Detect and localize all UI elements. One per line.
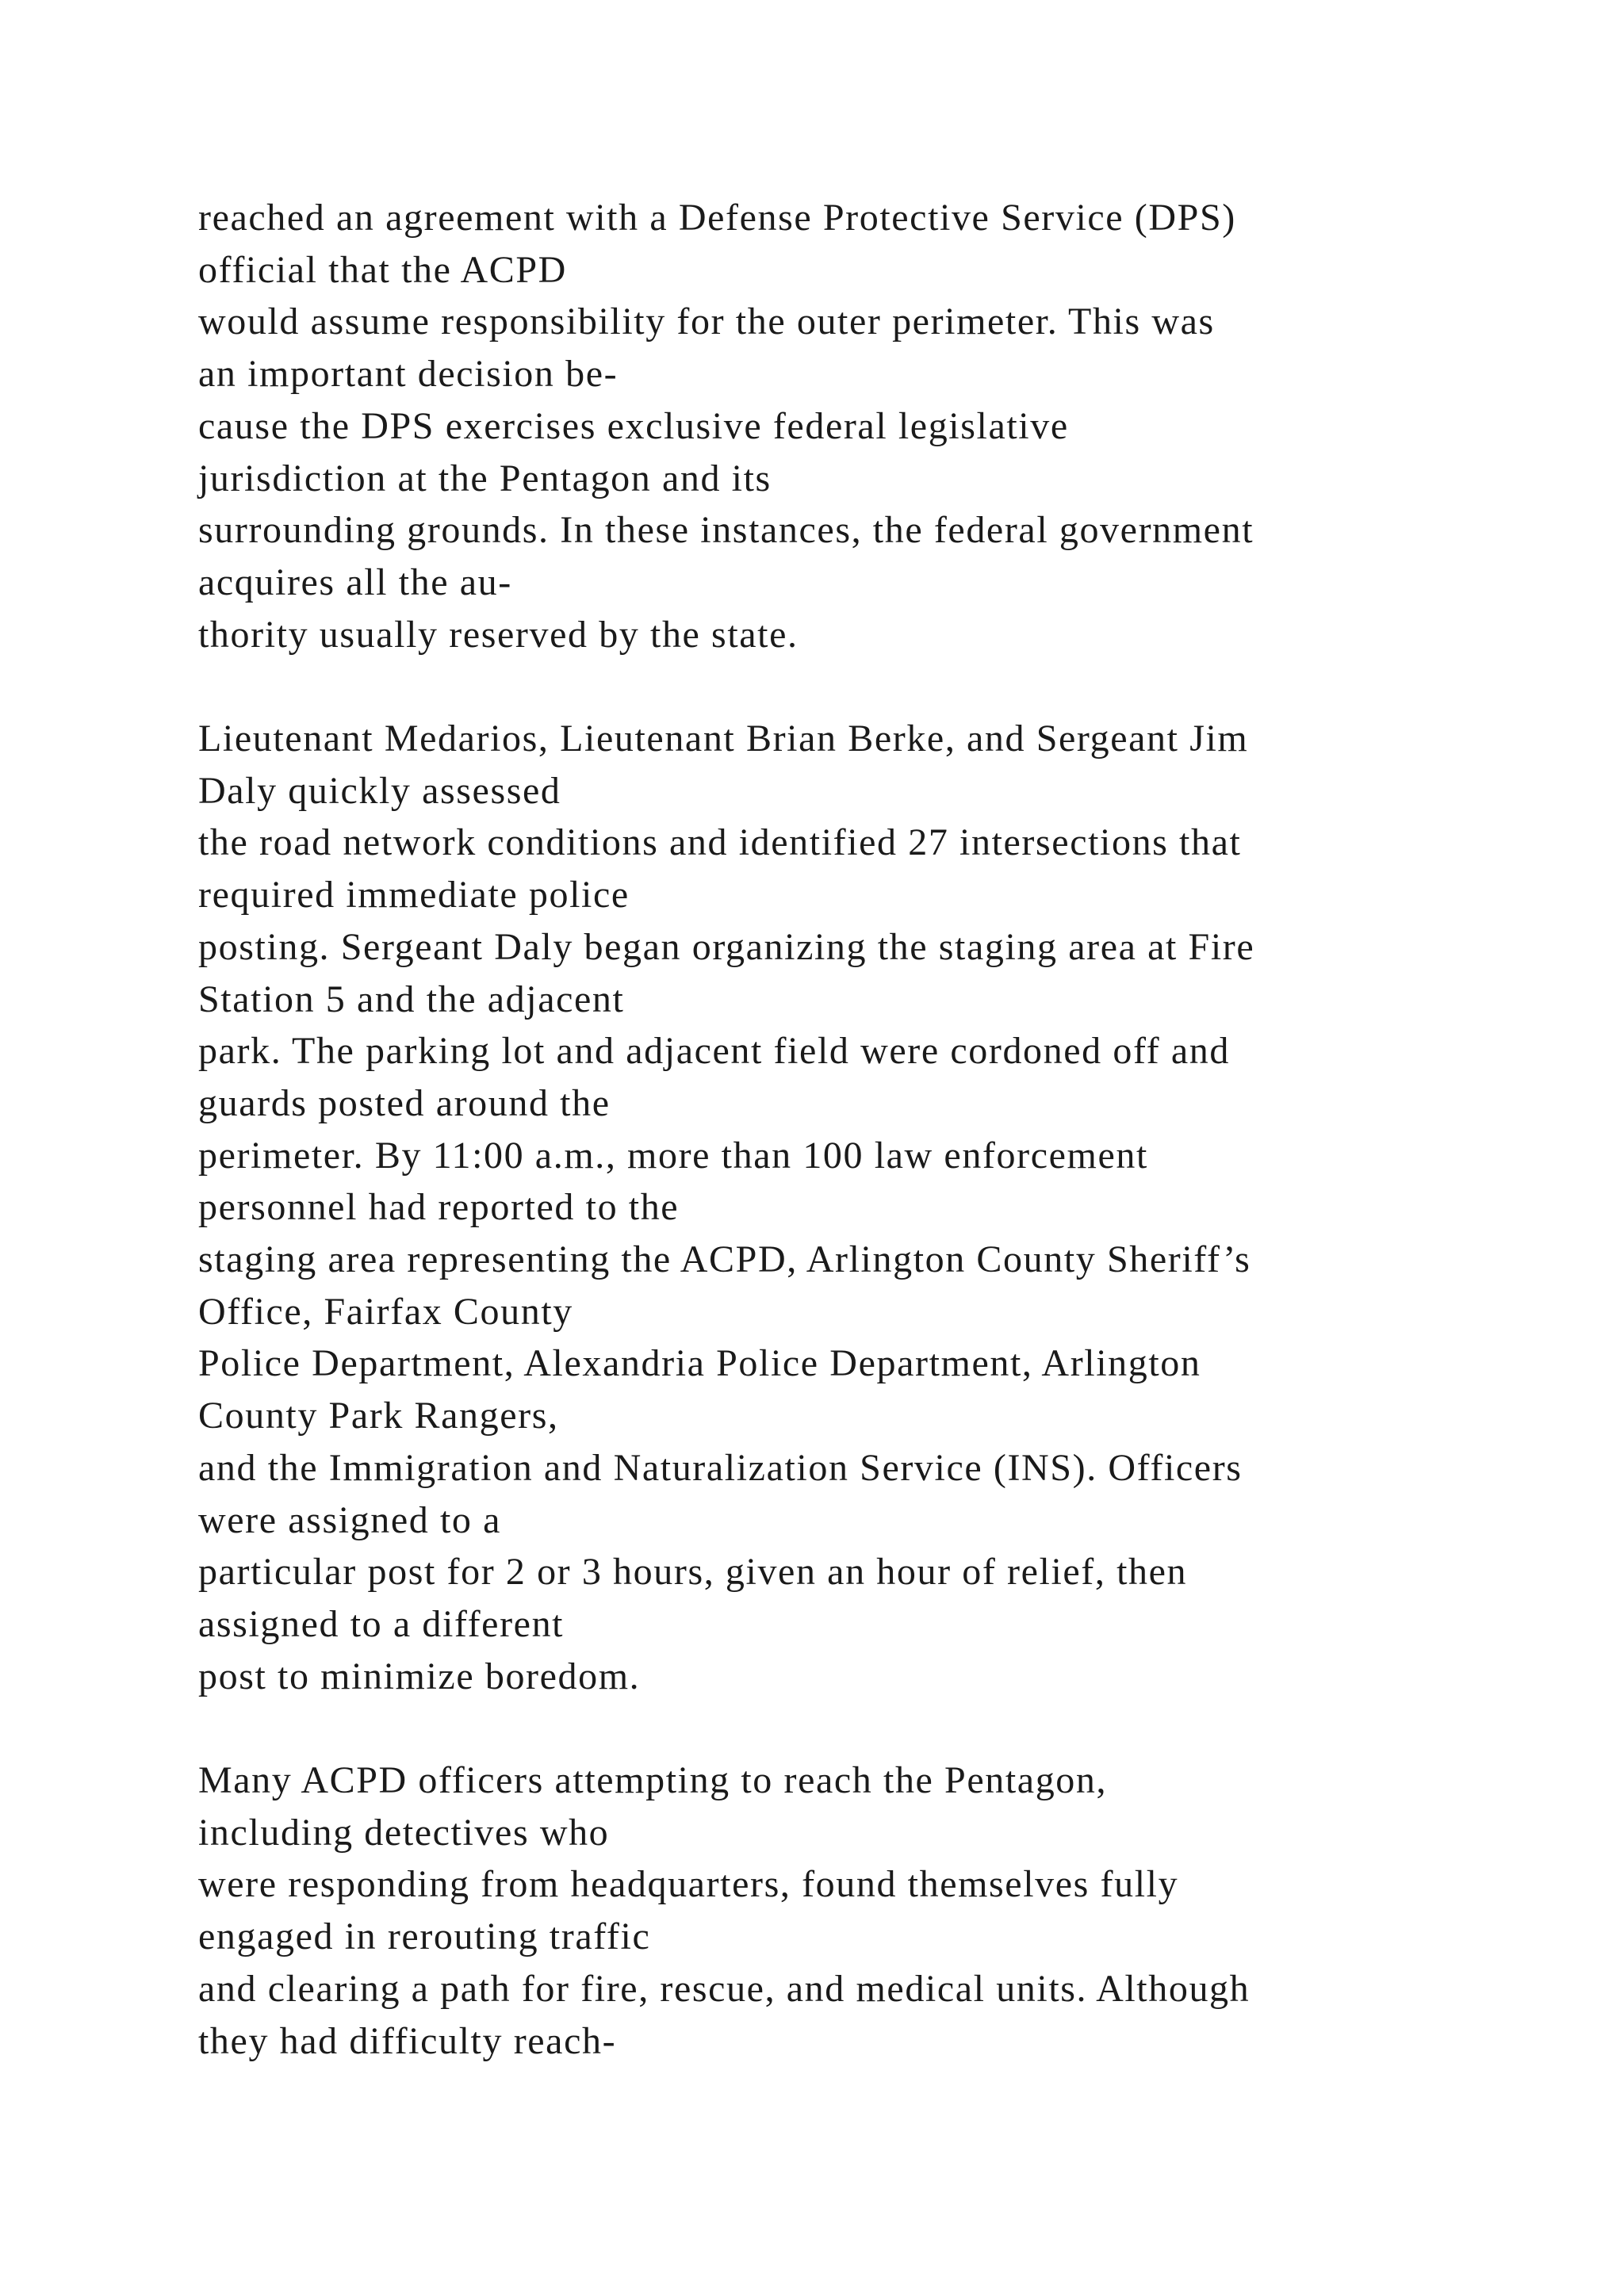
text-line: jurisdiction at the Pentagon and its (198, 457, 772, 499)
paragraph-3 (198, 1755, 1546, 2067)
text-line: posting. Sergeant Daly began organizing the staging area at Fire (198, 925, 1255, 968)
text-line: the road network conditions and identified 27 intersections that (198, 821, 1242, 864)
text-line: personnel had reported to the (198, 1186, 680, 1229)
text-line: including detectives who (198, 1811, 610, 1854)
text-line: they had difficulty reach- (198, 2019, 617, 2062)
text-line: an important decision be- (198, 353, 619, 396)
text-line: perimeter. By 11:00 a.m., more than 100 law enforcement (198, 1134, 1148, 1177)
text-line: were responding from headquarters, found themselves fully (198, 1863, 1179, 1906)
text-line: staging area representing the ACPD, Arlington County Sheriff’s (198, 1238, 1251, 1281)
text-line: were assigned to a (198, 1498, 502, 1541)
text-line: required immediate police (198, 874, 630, 916)
text-line: engaged in rerouting traffic (198, 1915, 651, 1958)
text-line: Office, Fairfax County (198, 1290, 573, 1333)
paragraph-2 (198, 713, 1546, 1702)
text-line: and clearing a path for fire, rescue, and medical units. Although (198, 1967, 1251, 2010)
text-line: Many ACPD officers attempting to reach the Pentagon, (198, 1759, 1108, 1802)
document-body (198, 192, 1546, 2119)
text-line: surrounding grounds. In these instances, the federal government (198, 509, 1254, 552)
text-line: park. The parking lot and adjacent field were cordoned off and (198, 1030, 1230, 1073)
text-line: Station 5 and the adjacent (198, 978, 625, 1020)
text-line: official that the ACPD (198, 248, 567, 291)
text-line: particular post for 2 or 3 hours, given an hour of relief, then (198, 1551, 1188, 1594)
text-line: Lieutenant Medarios, Lieutenant Brian Berke, and Sergeant Jim (198, 718, 1249, 760)
text-line: guards posted around the (198, 1081, 611, 1124)
text-line: post to minimize boredom. (198, 1655, 641, 1697)
text-line: County Park Rangers, (198, 1395, 559, 1437)
text-line: Police Department, Alexandria Police Department, Arlington (198, 1342, 1201, 1385)
text-line: assigned to a different (198, 1602, 565, 1645)
text-line: reached an agreement with a Defense Protective Service (DPS) (198, 197, 1236, 239)
text-line: cause the DPS exercises exclusive federal legislative (198, 404, 1069, 447)
text-line: would assume responsibility for the outer perimeter. This was (198, 300, 1215, 343)
text-line: and the Immigration and Naturalization Service (INS). Officers (198, 1446, 1243, 1489)
text-line: thority usually reserved by the state. (198, 613, 799, 656)
text-line: acquires all the au- (198, 561, 512, 603)
text-line: Daly quickly assessed (198, 769, 561, 812)
paragraph-1 (198, 192, 1546, 660)
